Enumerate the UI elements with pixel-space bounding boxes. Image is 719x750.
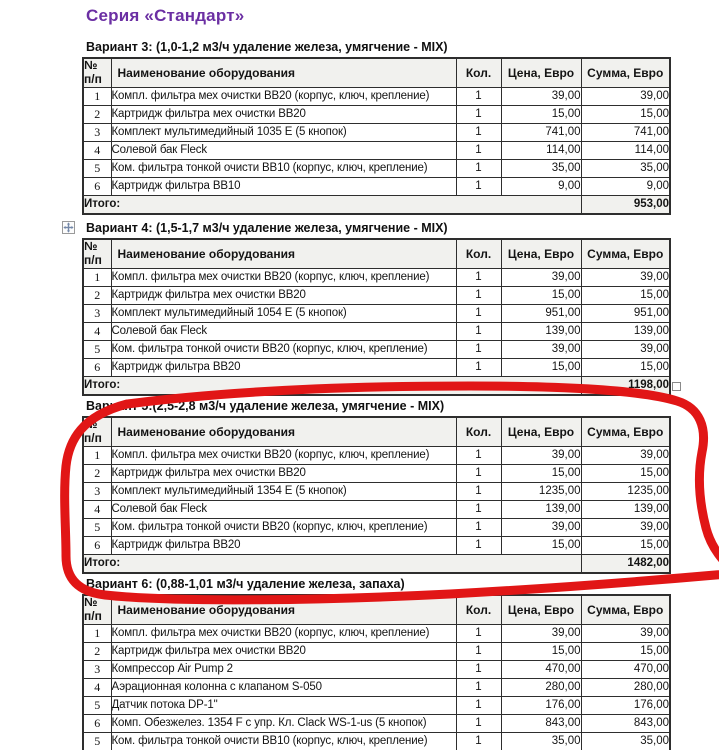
item-qty: 1 <box>456 340 501 358</box>
item-price: 35,00 <box>501 159 581 177</box>
item-qty: 1 <box>456 536 501 554</box>
item-qty: 1 <box>456 105 501 123</box>
item-qty: 1 <box>456 678 501 696</box>
item-price: 15,00 <box>501 105 581 123</box>
table-row <box>83 304 670 322</box>
item-sum: 35,00 <box>581 732 670 750</box>
table-row <box>83 536 670 554</box>
item-price: 39,00 <box>501 268 581 286</box>
table-row <box>83 105 670 123</box>
table-row <box>83 518 670 536</box>
item-name: Компл. фильтра мех очистки ВВ20 (корпус, ключ, крепление) <box>111 624 456 642</box>
item-qty: 1 <box>456 123 501 141</box>
total-row <box>83 554 670 573</box>
item-name: Компл. фильтра мех очистки ВВ20 (корпус, ключ, крепление) <box>111 268 456 286</box>
column-header-name: Наименование оборудования <box>111 58 456 87</box>
item-price: 9,00 <box>501 177 581 195</box>
row-number: 6 <box>83 358 111 376</box>
item-sum: 39,00 <box>581 446 670 464</box>
table-row <box>83 500 670 518</box>
item-qty: 1 <box>456 482 501 500</box>
table-row <box>83 358 670 376</box>
num-header-line1: № <box>84 239 98 253</box>
item-name: Картридж фильтра мех очистки ВВ20 <box>111 642 456 660</box>
row-number: 1 <box>83 446 111 464</box>
item-sum: 39,00 <box>581 268 670 286</box>
num-header-line2: п/п <box>84 71 102 86</box>
row-number: 2 <box>83 642 111 660</box>
table-row <box>83 446 670 464</box>
item-name: Аэрационная колонна с клапаном S-050 <box>111 678 456 696</box>
item-sum: 39,00 <box>581 87 670 105</box>
item-price: 39,00 <box>501 446 581 464</box>
num-header-line2: п/п <box>84 252 102 267</box>
item-sum: 15,00 <box>581 642 670 660</box>
column-header-num <box>83 58 111 87</box>
item-sum: 15,00 <box>581 105 670 123</box>
item-qty: 1 <box>456 696 501 714</box>
item-name: Комплект мультимедийный 1035 Е (5 кнопок) <box>111 123 456 141</box>
item-sum: 15,00 <box>581 464 670 482</box>
item-name: Картридж фильтра ВВ20 <box>111 536 456 554</box>
table-row <box>83 464 670 482</box>
row-number: 5 <box>83 696 111 714</box>
item-price: 114,00 <box>501 141 581 159</box>
row-number: 1 <box>83 624 111 642</box>
num-header-line1: № <box>84 417 98 431</box>
table-row <box>83 642 670 660</box>
table-row <box>83 714 670 732</box>
variant-6-heading: Вариант 6: (0,88-1,01 м3/ч удаление железа, запаха) <box>86 577 405 591</box>
total-value: 1198,00 <box>581 376 670 395</box>
item-price: 139,00 <box>501 500 581 518</box>
variant-5-section <box>82 399 669 574</box>
table-header-row <box>83 239 670 268</box>
table-header-row <box>83 58 670 87</box>
total-label: Итого: <box>83 376 581 395</box>
page-title: Серия «Стандарт» <box>86 6 245 25</box>
item-name: Датчик потока DP-1" <box>111 696 456 714</box>
item-name: Солевой бак Fleck <box>111 322 456 340</box>
item-qty: 1 <box>456 358 501 376</box>
table-row <box>83 624 670 642</box>
item-name: Картридж фильтра мех очистки ВВ20 <box>111 105 456 123</box>
item-qty: 1 <box>456 177 501 195</box>
item-name: Солевой бак Fleck <box>111 141 456 159</box>
item-sum: 39,00 <box>581 624 670 642</box>
item-name: Картридж фильтра ВВ20 <box>111 358 456 376</box>
item-price: 176,00 <box>501 696 581 714</box>
item-name: Ком. фильтра тонкой очисти ВВ10 (корпус, ключ, крепление) <box>111 159 456 177</box>
column-header-qty: Кол. <box>456 595 501 624</box>
column-header-qty: Кол. <box>456 239 501 268</box>
item-name: Компрессор Air Pump 2 <box>111 660 456 678</box>
pricing-table-variant-6 <box>82 594 671 750</box>
table-row <box>83 482 670 500</box>
variant-4-heading-row <box>86 221 669 235</box>
item-sum: 470,00 <box>581 660 670 678</box>
item-price: 15,00 <box>501 536 581 554</box>
item-sum: 280,00 <box>581 678 670 696</box>
row-number: 4 <box>83 141 111 159</box>
item-sum: 139,00 <box>581 500 670 518</box>
item-name: Компл. фильтра мех очистки ВВ20 (корпус, ключ, крепление) <box>111 87 456 105</box>
item-sum: 35,00 <box>581 159 670 177</box>
item-qty: 1 <box>456 322 501 340</box>
table-row <box>83 159 670 177</box>
row-number: 4 <box>83 500 111 518</box>
item-price: 741,00 <box>501 123 581 141</box>
row-number: 5 <box>83 518 111 536</box>
table-row <box>83 732 670 750</box>
row-number: 6 <box>83 536 111 554</box>
table-row <box>83 177 670 195</box>
column-header-num <box>83 417 111 446</box>
item-name: Ком. фильтра тонкой очисти ВВ10 (корпус, ключ, крепление) <box>111 732 456 750</box>
item-name: Комплект мультимедийный 1054 Е (5 кнопок) <box>111 304 456 322</box>
selection-handle[interactable] <box>672 382 681 391</box>
row-number: 5 <box>83 732 111 750</box>
item-qty: 1 <box>456 159 501 177</box>
row-number: 2 <box>83 105 111 123</box>
item-qty: 1 <box>456 141 501 159</box>
row-number: 6 <box>83 177 111 195</box>
row-number: 4 <box>83 322 111 340</box>
item-sum: 15,00 <box>581 286 670 304</box>
variant-3-section <box>82 40 669 215</box>
num-header-line1: № <box>84 58 98 72</box>
row-number: 5 <box>83 340 111 358</box>
item-qty: 1 <box>456 518 501 536</box>
item-name: Ком. фильтра тонкой очисти ВВ20 (корпус, ключ, крепление) <box>111 518 456 536</box>
column-header-name: Наименование оборудования <box>111 239 456 268</box>
row-number: 3 <box>83 660 111 678</box>
column-header-sum: Сумма, Евро <box>581 417 670 446</box>
table-header-row <box>83 417 670 446</box>
item-sum: 9,00 <box>581 177 670 195</box>
column-header-name: Наименование оборудования <box>111 595 456 624</box>
table-row <box>83 696 670 714</box>
pricing-table-variant-3 <box>82 57 671 215</box>
item-name: Солевой бак Fleck <box>111 500 456 518</box>
num-header-line2: п/п <box>84 608 102 623</box>
item-qty: 1 <box>456 624 501 642</box>
variant-6-section <box>82 577 669 750</box>
column-header-price: Цена, Евро <box>501 417 581 446</box>
item-qty: 1 <box>456 660 501 678</box>
item-sum: 951,00 <box>581 304 670 322</box>
row-number: 1 <box>83 87 111 105</box>
row-number: 4 <box>83 678 111 696</box>
item-name: Картридж фильтра мех очистки ВВ20 <box>111 286 456 304</box>
item-sum: 176,00 <box>581 696 670 714</box>
item-qty: 1 <box>456 732 501 750</box>
item-price: 15,00 <box>501 642 581 660</box>
item-sum: 139,00 <box>581 322 670 340</box>
item-name: Картридж фильтра мех очистки ВВ20 <box>111 464 456 482</box>
column-header-price: Цена, Евро <box>501 239 581 268</box>
row-number: 3 <box>83 304 111 322</box>
item-price: 951,00 <box>501 304 581 322</box>
num-header-line1: № <box>84 595 98 609</box>
table-move-anchor-icon[interactable] <box>62 221 75 234</box>
item-qty: 1 <box>456 268 501 286</box>
row-number: 2 <box>83 286 111 304</box>
row-number: 3 <box>83 123 111 141</box>
item-qty: 1 <box>456 714 501 732</box>
item-qty: 1 <box>456 500 501 518</box>
item-price: 470,00 <box>501 660 581 678</box>
column-header-num <box>83 239 111 268</box>
item-price: 1235,00 <box>501 482 581 500</box>
item-qty: 1 <box>456 642 501 660</box>
item-sum: 39,00 <box>581 518 670 536</box>
column-header-price: Цена, Евро <box>501 58 581 87</box>
total-row <box>83 195 670 214</box>
table-row <box>83 141 670 159</box>
item-name: Комп. Обезжелез. 1354 F с упр. Кл. Clack WS-1-us (5 кнопок) <box>111 714 456 732</box>
item-price: 39,00 <box>501 340 581 358</box>
row-number: 3 <box>83 482 111 500</box>
item-sum: 741,00 <box>581 123 670 141</box>
table-row <box>83 678 670 696</box>
total-value: 1482,00 <box>581 554 670 573</box>
variant-4-section <box>82 221 669 396</box>
item-price: 39,00 <box>501 87 581 105</box>
item-price: 843,00 <box>501 714 581 732</box>
item-price: 35,00 <box>501 732 581 750</box>
row-number: 1 <box>83 268 111 286</box>
column-header-sum: Сумма, Евро <box>581 58 670 87</box>
item-price: 15,00 <box>501 464 581 482</box>
item-sum: 15,00 <box>581 536 670 554</box>
item-name: Ком. фильтра тонкой очисти ВВ20 (корпус, ключ, крепление) <box>111 340 456 358</box>
column-header-qty: Кол. <box>456 417 501 446</box>
item-qty: 1 <box>456 304 501 322</box>
table-row <box>83 660 670 678</box>
row-number: 5 <box>83 159 111 177</box>
item-qty: 1 <box>456 286 501 304</box>
item-name: Комплект мультимедийный 1354 Е (5 кнопок) <box>111 482 456 500</box>
variant-4-heading: Вариант 4: (1,5-1,7 м3/ч удаление железа, умягчение - MIX) <box>86 221 448 235</box>
variant-5-heading: Вариант 5:(2,5-2,8 м3/ч удаление железа, умягчение - MIX) <box>86 399 445 413</box>
item-sum: 114,00 <box>581 141 670 159</box>
table-row <box>83 340 670 358</box>
num-header-line2: п/п <box>84 430 102 445</box>
column-header-sum: Сумма, Евро <box>581 595 670 624</box>
table-row <box>83 322 670 340</box>
total-label: Итого: <box>83 195 581 214</box>
item-qty: 1 <box>456 87 501 105</box>
item-price: 139,00 <box>501 322 581 340</box>
item-qty: 1 <box>456 464 501 482</box>
column-header-sum: Сумма, Евро <box>581 239 670 268</box>
item-sum: 843,00 <box>581 714 670 732</box>
item-name: Компл. фильтра мех очистки ВВ20 (корпус, ключ, крепление) <box>111 446 456 464</box>
row-number: 6 <box>83 714 111 732</box>
item-price: 280,00 <box>501 678 581 696</box>
pricing-table-variant-4 <box>82 238 671 396</box>
item-qty: 1 <box>456 446 501 464</box>
column-header-name: Наименование оборудования <box>111 417 456 446</box>
item-sum: 39,00 <box>581 340 670 358</box>
table-row <box>83 123 670 141</box>
table-row <box>83 87 670 105</box>
item-name: Картридж фильтра ВВ10 <box>111 177 456 195</box>
column-header-qty: Кол. <box>456 58 501 87</box>
pricing-table-variant-5 <box>82 416 671 574</box>
column-header-num <box>83 595 111 624</box>
item-price: 15,00 <box>501 358 581 376</box>
variant-3-heading: Вариант 3: (1,0-1,2 м3/ч удаление железа, умягчение - MIX) <box>86 40 448 54</box>
item-price: 15,00 <box>501 286 581 304</box>
item-price: 39,00 <box>501 624 581 642</box>
total-label: Итого: <box>83 554 581 573</box>
item-sum: 1235,00 <box>581 482 670 500</box>
total-value: 953,00 <box>581 195 670 214</box>
table-row <box>83 286 670 304</box>
table-header-row <box>83 595 670 624</box>
column-header-price: Цена, Евро <box>501 595 581 624</box>
item-price: 39,00 <box>501 518 581 536</box>
total-row <box>83 376 670 395</box>
row-number: 2 <box>83 464 111 482</box>
table-row <box>83 268 670 286</box>
item-sum: 15,00 <box>581 358 670 376</box>
